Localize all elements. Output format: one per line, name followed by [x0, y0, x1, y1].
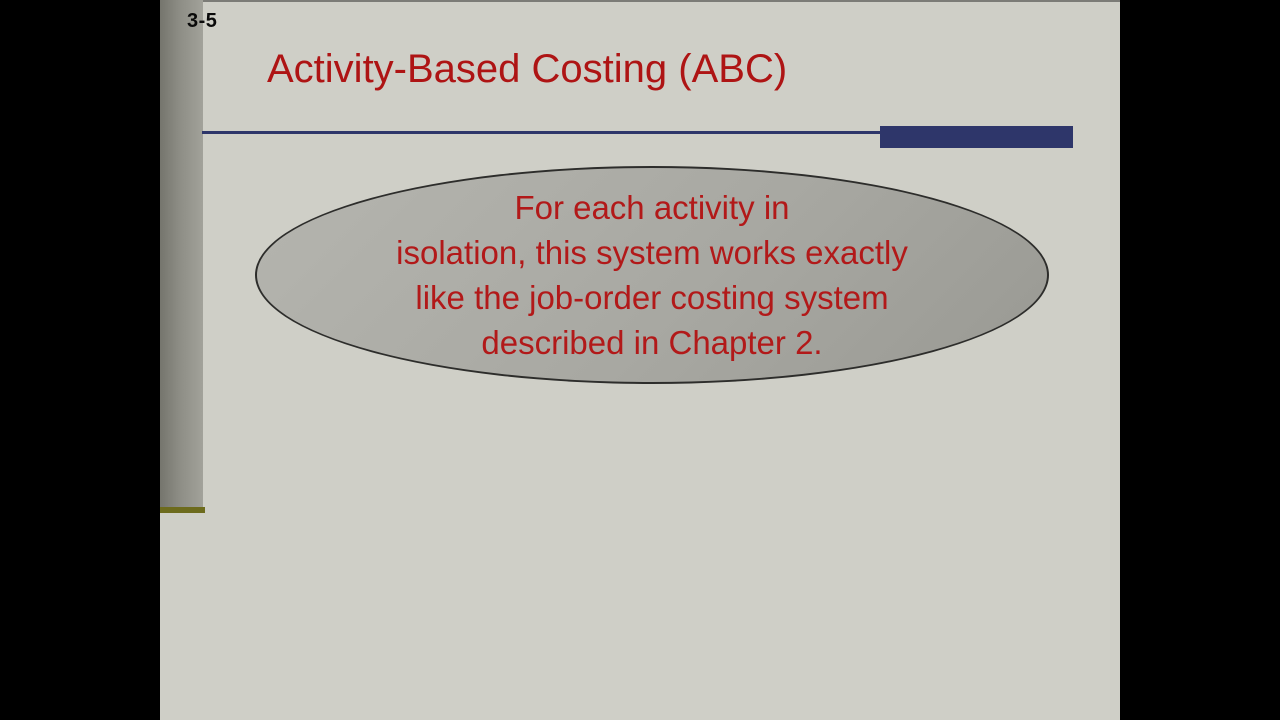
slide-title: Activity-Based Costing (ABC)	[267, 47, 788, 91]
title-underline-accent-block	[880, 126, 1073, 148]
slide-canvas	[160, 0, 1120, 720]
slide-page-number: 3-5	[187, 10, 218, 32]
callout-text-line: described in Chapter 2.	[481, 324, 823, 361]
left-accent-bar	[160, 0, 203, 508]
callout-text-line: For each activity in	[514, 189, 790, 226]
slide-top-edge	[160, 0, 1120, 2]
callout-ellipse	[255, 166, 1049, 384]
title-underline-rule	[202, 131, 882, 134]
callout-text-line: isolation, this system works exactly	[396, 234, 908, 271]
callout-text-line: like the job-order costing system	[415, 279, 889, 316]
olive-accent-tick	[160, 507, 205, 513]
